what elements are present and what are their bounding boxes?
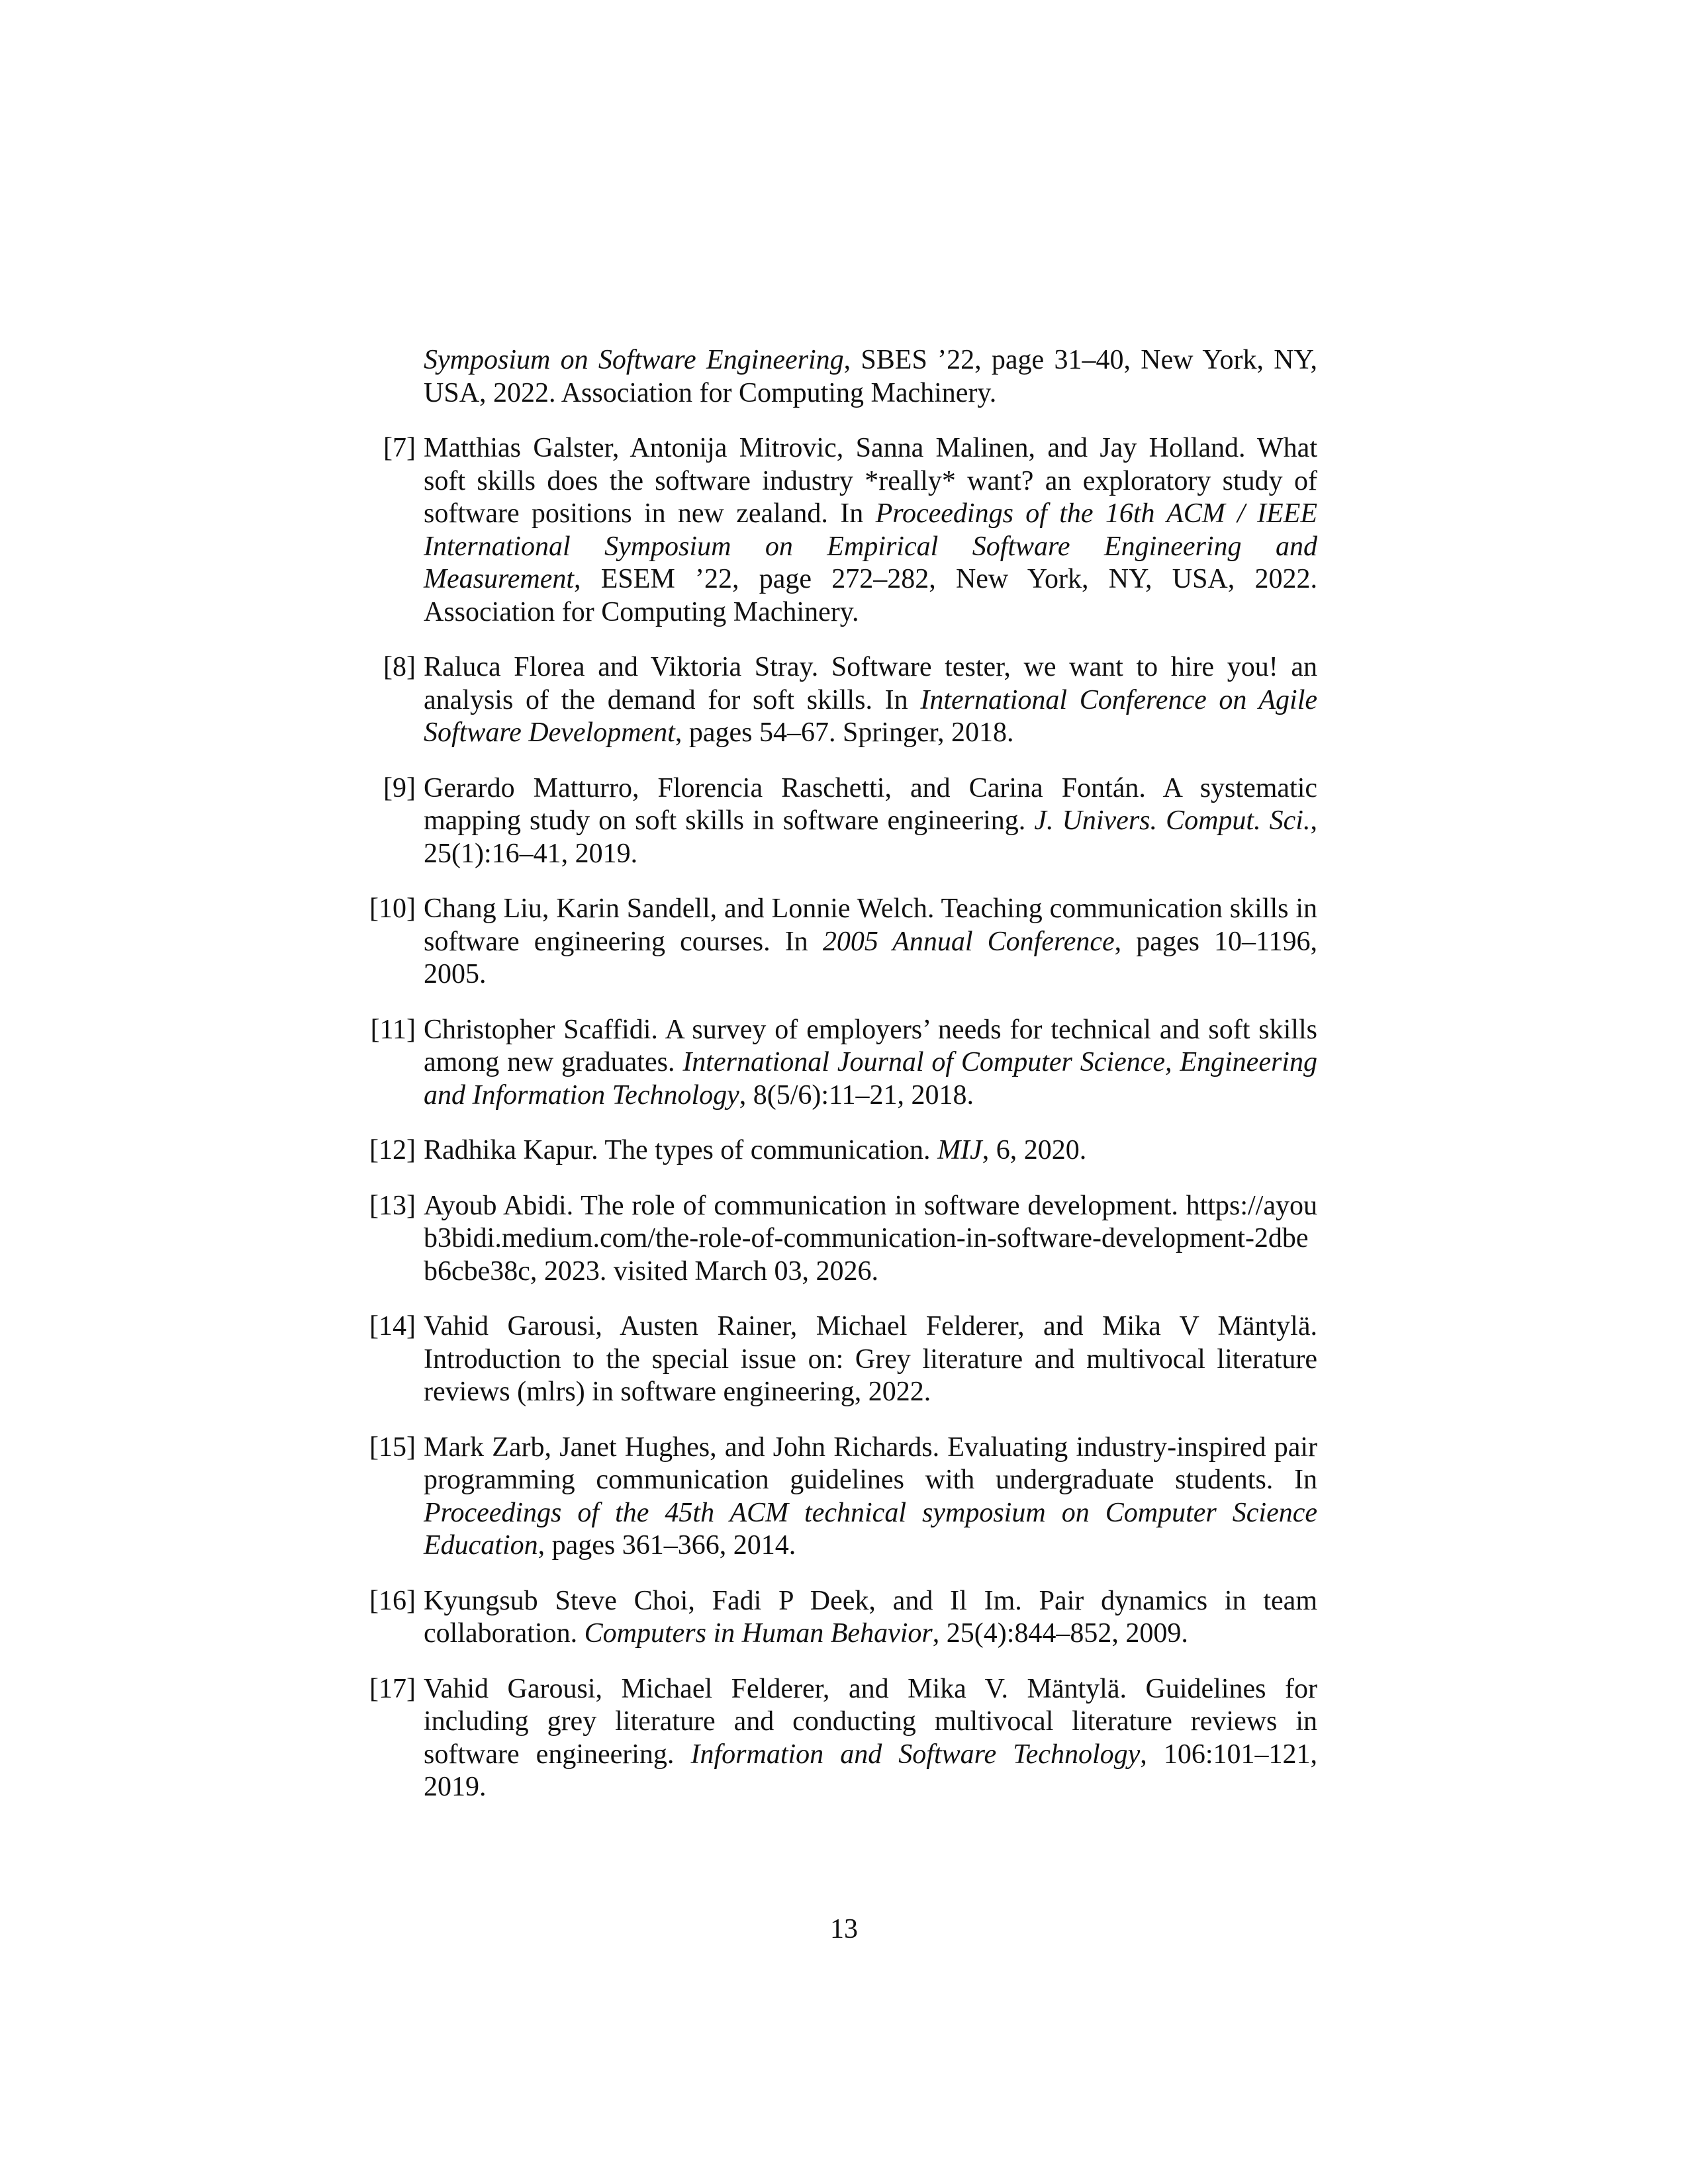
reference-text-segment: Radhika Kapur. The types of communication. bbox=[424, 1135, 938, 1165]
reference-text-segment: , SBES ’22, page 31–40, New York, NY, USA, 2022. Association for Computing Machinery. bbox=[424, 345, 1317, 408]
reference-text bbox=[424, 1311, 1317, 1407]
reference-venue: Information and Software Technology bbox=[690, 1739, 1141, 1770]
reference-text bbox=[424, 652, 1317, 748]
reference-number: [12] bbox=[369, 1135, 416, 1165]
reference-text-segment: Chang Liu, Karin Sandell, and Lonnie Welch. Teaching communication skills in software engineering courses. In bbox=[424, 893, 1317, 957]
reference-number: [10] bbox=[369, 893, 416, 924]
reference-text-segment: Kyungsub Steve Choi, Fadi P Deek, and Il Im. Pair dynamics in team collaboration. bbox=[424, 1585, 1317, 1649]
reference-item bbox=[371, 344, 1317, 410]
reference-text-segment: Mark Zarb, Janet Hughes, and John Richards. Evaluating industry-inspired pair programming communication guidelines with undergraduate students. In bbox=[424, 1432, 1317, 1495]
reference-list bbox=[371, 344, 1317, 1827]
reference-text-segment: Ayoub Abidi. The role of communication in software development. https://ayoub3bidi.medium.com/the-role-of-communication-in-software-development-2dbeb6cbe38c, 2023. visited March 03, 2026. bbox=[424, 1190, 1317, 1287]
reference-venue: J. Univers. Comput. Sci. bbox=[1034, 805, 1311, 836]
reference-text-segment: , 8(5/6):11–21, 2018. bbox=[739, 1079, 974, 1111]
reference-venue: International Conference on Agile Software Development bbox=[424, 684, 1318, 748]
reference-number: [8] bbox=[383, 652, 416, 682]
reference-text bbox=[424, 1015, 1317, 1111]
reference-venue: MIJ bbox=[937, 1135, 982, 1165]
reference-text-segment: , 106:101–121, 2019. bbox=[424, 1739, 1318, 1802]
reference-number: [17] bbox=[369, 1673, 416, 1704]
reference-text bbox=[424, 893, 1317, 989]
reference-number: [9] bbox=[383, 772, 416, 803]
reference-text-segment: , pages 54–67. Springer, 2018. bbox=[675, 717, 1014, 748]
reference-text bbox=[424, 345, 1317, 408]
reference-item bbox=[371, 1673, 1317, 1804]
reference-text-segment: Raluca Florea and Viktoria Stray. Software tester, we want to hire you! an analysis of the demand for soft skills. In bbox=[424, 652, 1317, 715]
page-number: 13 bbox=[830, 1914, 858, 1944]
reference-venue: International Journal of Computer Science, Engineering and Information Technology bbox=[424, 1047, 1317, 1111]
reference-text bbox=[424, 1191, 1317, 1287]
reference-item bbox=[371, 1190, 1317, 1289]
reference-text-segment: Gerardo Matturro, Florencia Raschetti, and Carina Fontán. A systematic mapping study on soft skills in software engineering. bbox=[424, 772, 1317, 836]
reference-text-segment: , pages 10–1196, 2005. bbox=[424, 926, 1317, 989]
reference-text-segment: Vahid Garousi, Austen Rainer, Michael Felderer, and Mika V Mäntylä. Introduction to the special issue on: Grey literature and multivocal literature reviews (mlrs) in software engineering, 2022. bbox=[424, 1311, 1317, 1407]
reference-item bbox=[371, 893, 1317, 991]
reference-text-segment: Christopher Scaffidi. A survey of employers’ needs for technical and soft skills among new graduates. bbox=[424, 1014, 1317, 1077]
reference-item bbox=[371, 432, 1317, 629]
reference-text bbox=[424, 1135, 1086, 1165]
reference-text-segment: , 25(4):844–852, 2009. bbox=[932, 1618, 1188, 1649]
reference-number: [16] bbox=[369, 1585, 416, 1616]
reference-text bbox=[424, 1586, 1317, 1649]
reference-item bbox=[371, 772, 1317, 871]
reference-number: [11] bbox=[370, 1014, 416, 1045]
reference-item bbox=[371, 1014, 1317, 1113]
reference-venue: 2005 Annual Conference bbox=[822, 926, 1115, 957]
reference-text-segment: Vahid Garousi, Michael Felderer, and Mika V. Mäntylä. Guidelines for including grey literature and conducting multivocal literature reviews in software engineering. bbox=[424, 1673, 1317, 1770]
reference-item bbox=[371, 1585, 1317, 1651]
reference-number: [14] bbox=[369, 1311, 416, 1342]
reference-venue: Proceedings of the 45th ACM technical symposium on Computer Science Education bbox=[424, 1497, 1317, 1561]
reference-item bbox=[371, 1134, 1317, 1167]
reference-item bbox=[371, 1310, 1317, 1409]
reference-number: [15] bbox=[369, 1432, 416, 1463]
reference-text bbox=[424, 1432, 1317, 1561]
reference-text-segment: , 6, 2020. bbox=[982, 1135, 1087, 1165]
reference-item bbox=[371, 1432, 1317, 1563]
reference-text bbox=[424, 773, 1317, 869]
reference-item bbox=[371, 651, 1317, 750]
reference-text bbox=[424, 1674, 1317, 1803]
reference-venue: Symposium on Software Engineering bbox=[424, 345, 844, 375]
reference-text-segment: Matthias Galster, Antonija Mitrovic, Sanna Malinen, and Jay Holland. What soft skills does the software industry *really* want? an exploratory study of software positions in new zealand. In bbox=[424, 433, 1317, 529]
reference-text-segment: , 25(1):16–41, 2019. bbox=[424, 805, 1317, 869]
reference-text-segment: , pages 361–366, 2014. bbox=[538, 1530, 796, 1561]
reference-venue: Computers in Human Behavior bbox=[584, 1618, 933, 1649]
reference-number: [13] bbox=[369, 1190, 416, 1221]
reference-text-segment: , ESEM ’22, page 272–282, New York, NY, USA, 2022. Association for Computing Machinery. bbox=[424, 564, 1317, 627]
reference-text bbox=[424, 433, 1317, 627]
reference-venue: Proceedings of the 16th ACM / IEEE International Symposium on Empirical Software Engineering and Measurement bbox=[424, 498, 1317, 594]
reference-number: [7] bbox=[383, 433, 416, 463]
